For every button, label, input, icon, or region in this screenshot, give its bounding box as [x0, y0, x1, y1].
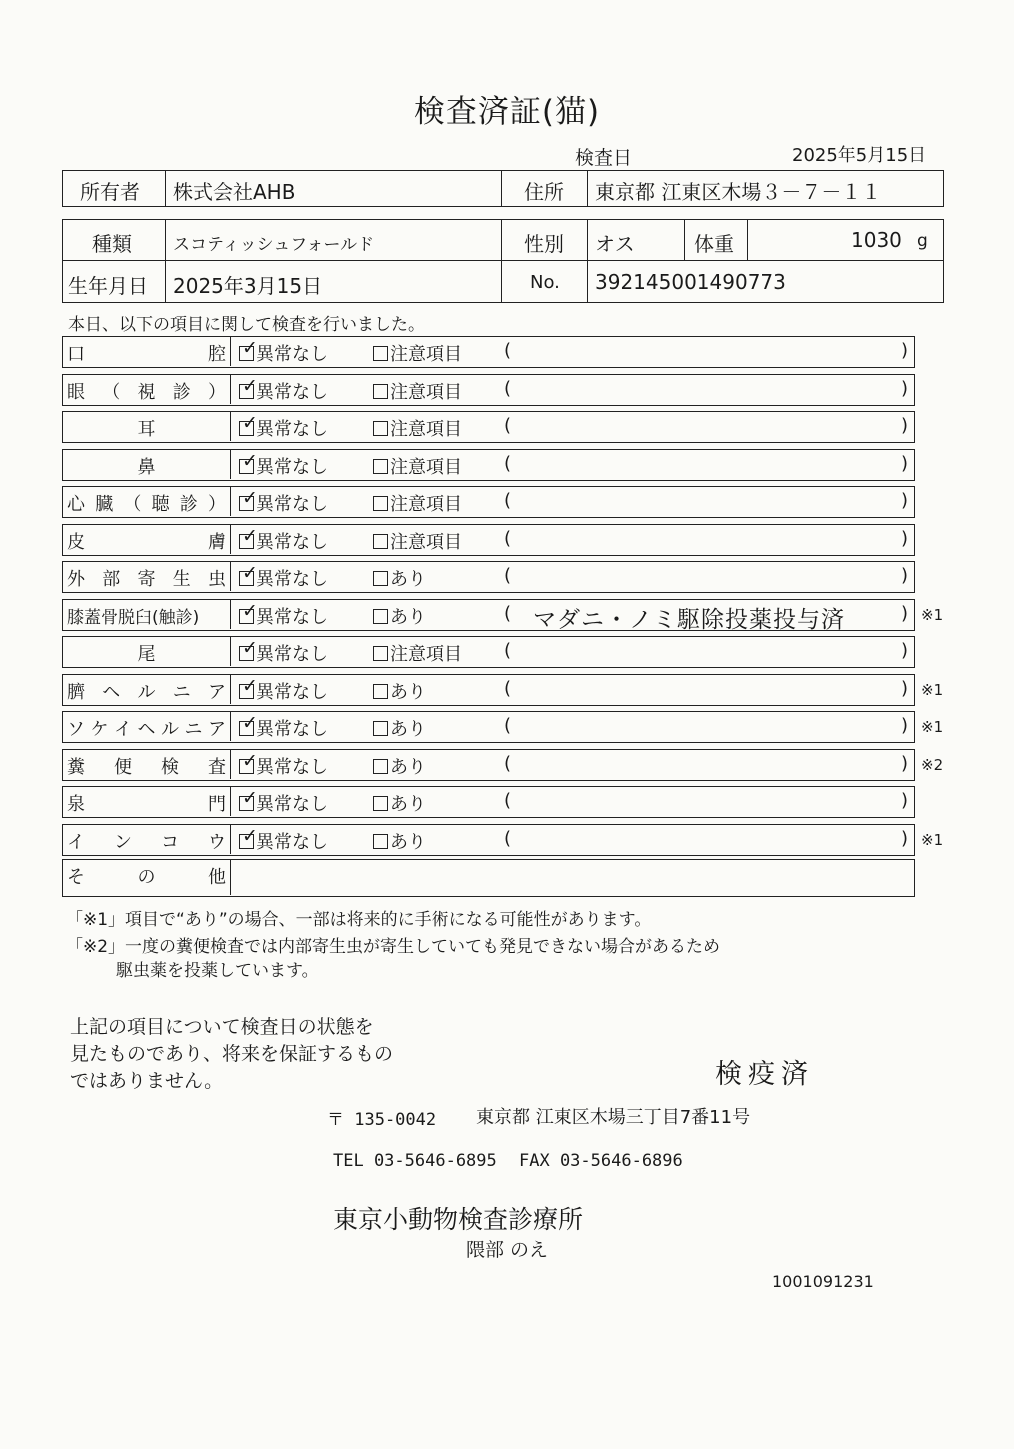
note-open-paren: ( — [504, 602, 512, 624]
normal-checkbox[interactable] — [239, 749, 328, 779]
other-label: そ の 他 — [67, 867, 226, 888]
document-title: 検査済証(猫) — [413, 94, 601, 130]
empty-box-icon — [373, 684, 388, 699]
row-label: 泉 門 — [67, 794, 226, 815]
normal-option-label: 異常なし — [256, 681, 328, 703]
row-label: 口 腔 — [67, 344, 226, 365]
empty-box-icon — [373, 346, 388, 361]
note-open-paren: ( — [504, 752, 512, 774]
finding-checkbox[interactable] — [373, 603, 426, 629]
empty-box-icon — [373, 421, 388, 436]
checklist-row — [62, 449, 915, 481]
empty-box-icon — [373, 834, 388, 849]
footnote-1: 「※1」項目で“あり”の場合、一部は将来的に手術になる可能性があります。 — [66, 910, 652, 930]
note-open-paren: ( — [504, 640, 512, 661]
checked-box-icon: ✓ — [239, 721, 254, 736]
serial-number: 1001091231 — [772, 1272, 874, 1291]
row-label: 臍 ヘ ル ニ ア — [67, 681, 226, 703]
finding-checkbox[interactable] — [373, 790, 426, 816]
note-close-paren: ) — [900, 790, 908, 811]
checklist-row — [62, 636, 915, 668]
row-label-cell — [63, 787, 231, 816]
empty-box-icon — [373, 496, 388, 511]
normal-checkbox[interactable] — [239, 637, 328, 666]
address-label: 住所 — [524, 180, 564, 204]
row-label-cell — [63, 637, 231, 666]
finding-checkbox[interactable] — [373, 753, 426, 779]
normal-checkbox[interactable] — [239, 412, 328, 441]
normal-option-label: 異常なし — [256, 794, 328, 815]
finding-option-label: あり — [390, 606, 426, 628]
note-open-paren: ( — [504, 827, 512, 849]
note-open-paren: ( — [504, 790, 512, 811]
normal-option-label: 異常なし — [256, 531, 328, 553]
row-label-cell — [63, 375, 231, 404]
checked-box-icon: ✓ — [239, 346, 254, 361]
finding-checkbox[interactable] — [373, 340, 462, 366]
note-open-paren: ( — [504, 565, 512, 586]
finding-option-label: 注意項目 — [390, 644, 462, 665]
footnote-mark: ※1 — [921, 605, 944, 624]
row-label-cell — [63, 750, 231, 779]
normal-checkbox[interactable] — [239, 524, 328, 554]
row-label-cell — [63, 525, 231, 554]
normal-checkbox[interactable] — [239, 599, 328, 629]
row-label: 膝蓋骨脱臼(触診) — [67, 607, 200, 628]
finding-option-label: あり — [390, 569, 426, 590]
row-label-cell — [63, 450, 231, 479]
normal-checkbox[interactable] — [239, 449, 328, 479]
note-open-paren: ( — [504, 377, 512, 399]
statement-line-3: ではありません。 — [70, 1070, 224, 1092]
weight-value: 1030 — [851, 228, 902, 252]
checklist-row — [62, 786, 915, 818]
normal-checkbox[interactable] — [239, 374, 328, 404]
row-label-cell — [63, 825, 231, 854]
normal-option-label: 異常なし — [256, 344, 328, 365]
row-label-cell — [63, 562, 231, 591]
normal-option-label: 異常なし — [256, 831, 328, 853]
normal-option-label: 異常なし — [256, 756, 328, 778]
finding-option-label: あり — [390, 719, 426, 740]
row-label: 心 臓 （ 聴 診 ） — [67, 494, 226, 515]
empty-box-icon — [373, 571, 388, 586]
finding-option-label: 注意項目 — [390, 381, 462, 403]
breed-label: 種類 — [92, 232, 132, 256]
row-label-cell — [63, 337, 231, 366]
checked-box-icon: ✓ — [239, 759, 254, 774]
checked-box-icon: ✓ — [239, 646, 254, 661]
checklist-row — [62, 561, 915, 593]
finding-checkbox[interactable] — [373, 640, 462, 666]
normal-option-label: 異常なし — [256, 494, 328, 515]
breed-value: スコティッシュフォールド — [173, 235, 375, 255]
row-label: 外 部 寄 生 虫 — [67, 569, 226, 590]
empty-box-icon — [373, 384, 388, 399]
empty-box-icon — [373, 646, 388, 661]
finding-checkbox[interactable] — [373, 378, 462, 404]
row-label: 皮 膚 — [67, 531, 226, 553]
finding-checkbox[interactable] — [373, 490, 462, 516]
owner-label: 所有者 — [80, 180, 140, 204]
finding-checkbox[interactable] — [373, 828, 426, 854]
note-open-paren: ( — [504, 340, 512, 361]
finding-checkbox[interactable] — [373, 715, 426, 741]
normal-checkbox[interactable] — [239, 712, 328, 741]
checklist-row — [62, 524, 915, 556]
finding-checkbox[interactable] — [373, 415, 462, 441]
note-open-paren: ( — [504, 452, 512, 474]
finding-checkbox[interactable] — [373, 678, 426, 704]
normal-option-label: 異常なし — [256, 719, 328, 740]
empty-box-icon — [373, 796, 388, 811]
clinic-tel: TEL 03-5646-6895 — [333, 1151, 497, 1171]
checked-box-icon: ✓ — [239, 684, 254, 699]
owner-value: 株式会社AHB — [173, 180, 296, 204]
note-close-paren: ) — [900, 677, 908, 699]
note-close-paren: ) — [900, 565, 908, 586]
checked-box-icon: ✓ — [239, 384, 254, 399]
row-label: 糞 便 検 査 — [67, 756, 226, 778]
exam-date-value: 2025年5月15日 — [792, 145, 927, 166]
normal-checkbox[interactable] — [239, 787, 328, 816]
finding-option-label: 注意項目 — [390, 344, 462, 365]
row-label-cell — [63, 712, 231, 741]
quarantine-stamp: 検疫済 — [715, 1059, 814, 1090]
exam-date-label: 検査日 — [575, 147, 633, 169]
finding-option-label: あり — [390, 756, 426, 778]
number-value: 392145001490773 — [595, 270, 786, 294]
note-close-paren: ) — [900, 377, 908, 399]
finding-option-label: あり — [390, 831, 426, 853]
checked-box-icon: ✓ — [239, 834, 254, 849]
checked-box-icon: ✓ — [239, 496, 254, 511]
note-close-paren: ) — [900, 752, 908, 774]
checklist-row — [62, 486, 915, 518]
note-close-paren: ) — [900, 602, 908, 624]
normal-checkbox[interactable] — [239, 674, 328, 704]
note-open-paren: ( — [504, 527, 512, 549]
footnote-mark: ※1 — [921, 718, 944, 736]
address-value: 東京都 江東区木場３－７－１１ — [595, 180, 882, 204]
statement-line-2: 見たものであり、将来を保証するもの — [70, 1043, 394, 1065]
other-label-cell — [63, 860, 231, 895]
footnote-mark: ※2 — [921, 755, 944, 774]
finding-option-label: 注意項目 — [390, 456, 462, 478]
normal-option-label: 異常なし — [256, 644, 328, 665]
note-close-paren: ) — [900, 415, 908, 436]
finding-option-label: あり — [390, 681, 426, 703]
empty-box-icon — [373, 459, 388, 474]
empty-box-icon — [373, 609, 388, 624]
empty-box-icon — [373, 534, 388, 549]
note-close-paren: ) — [900, 715, 908, 736]
row-label: ソ ケ イ ヘ ル ニ ア — [67, 719, 226, 740]
note-close-paren: ) — [900, 527, 908, 549]
weight-label: 体重 — [694, 232, 734, 256]
note-open-paren: ( — [504, 415, 512, 436]
birth-label: 生年月日 — [68, 274, 148, 298]
clinic-postal: 〒 135-0042 — [327, 1110, 437, 1130]
checked-box-icon: ✓ — [239, 459, 254, 474]
note-close-paren: ) — [900, 340, 908, 361]
checklist-row — [62, 824, 944, 856]
checked-box-icon: ✓ — [239, 421, 254, 436]
checklist-row — [62, 599, 944, 633]
normal-option-label: 異常なし — [256, 419, 328, 440]
normal-checkbox[interactable] — [239, 487, 328, 516]
number-label: No. — [530, 272, 560, 293]
note-open-paren: ( — [504, 677, 512, 699]
sex-value: オス — [595, 232, 635, 256]
note-open-paren: ( — [504, 715, 512, 736]
checked-box-icon: ✓ — [239, 609, 254, 624]
footnote-2-cont: 駆虫薬を投薬しています。 — [116, 961, 319, 981]
checklist-row — [62, 411, 915, 443]
finding-checkbox[interactable] — [373, 453, 462, 479]
row-label: 耳 — [137, 419, 156, 440]
row-label: 鼻 — [137, 456, 156, 478]
other-row — [62, 859, 915, 897]
row-label-cell — [63, 600, 231, 629]
checklist-row — [62, 374, 915, 406]
checklist-row — [62, 711, 944, 743]
finding-option-label: あり — [390, 794, 426, 815]
normal-checkbox[interactable] — [239, 337, 328, 366]
finding-checkbox[interactable] — [373, 565, 426, 591]
checked-box-icon: ✓ — [239, 571, 254, 586]
note-text[interactable]: マダニ・ノミ駆除投薬投与済 — [533, 606, 845, 633]
clinic-name: 東京小動物検査診療所 — [333, 1205, 584, 1234]
intro-text: 本日、以下の項目に関して検査を行いました。 — [68, 315, 425, 335]
checklist-row — [62, 674, 944, 706]
normal-option-label: 異常なし — [256, 569, 328, 590]
finding-option-label: 注意項目 — [390, 419, 462, 440]
clinic-fax: FAX 03-5646-6896 — [519, 1151, 683, 1171]
statement-line-1: 上記の項目について検査日の状態を — [70, 1016, 374, 1038]
weight-unit: g — [917, 231, 928, 251]
checklist-row — [62, 336, 915, 368]
checked-box-icon: ✓ — [239, 534, 254, 549]
checklist-row — [62, 749, 944, 781]
note-close-paren: ) — [900, 640, 908, 661]
finding-checkbox[interactable] — [373, 528, 462, 554]
empty-box-icon — [373, 721, 388, 736]
normal-option-label: 異常なし — [256, 456, 328, 478]
row-label: 尾 — [137, 644, 156, 665]
checked-box-icon: ✓ — [239, 796, 254, 811]
note-close-paren: ) — [900, 490, 908, 511]
row-label: 眼 （ 視 診 ） — [67, 381, 226, 403]
clinic-address: 東京都 江東区木場三丁目7番11号 — [476, 1107, 751, 1128]
note-close-paren: ) — [900, 827, 908, 849]
row-label-cell — [63, 675, 231, 704]
sex-label: 性別 — [524, 232, 564, 256]
row-label-cell — [63, 487, 231, 516]
normal-checkbox[interactable] — [239, 824, 328, 854]
footnote-mark: ※1 — [921, 680, 944, 699]
birth-value: 2025年3月15日 — [173, 274, 323, 298]
empty-box-icon — [373, 759, 388, 774]
row-label: イ ン コ ウ — [67, 831, 226, 853]
clinic-person: 隈部 のえ — [466, 1239, 549, 1261]
normal-option-label: 異常なし — [256, 606, 328, 628]
footnote-2: 「※2」一度の糞便検査では内部寄生虫が寄生していても発見できない場合があるため — [66, 937, 721, 957]
normal-option-label: 異常なし — [256, 381, 328, 403]
finding-option-label: 注意項目 — [390, 494, 462, 515]
row-label-cell — [63, 412, 231, 441]
note-close-paren: ) — [900, 452, 908, 474]
normal-checkbox[interactable] — [239, 562, 328, 591]
footnote-mark: ※1 — [921, 830, 944, 849]
note-open-paren: ( — [504, 490, 512, 511]
finding-option-label: 注意項目 — [390, 531, 462, 553]
